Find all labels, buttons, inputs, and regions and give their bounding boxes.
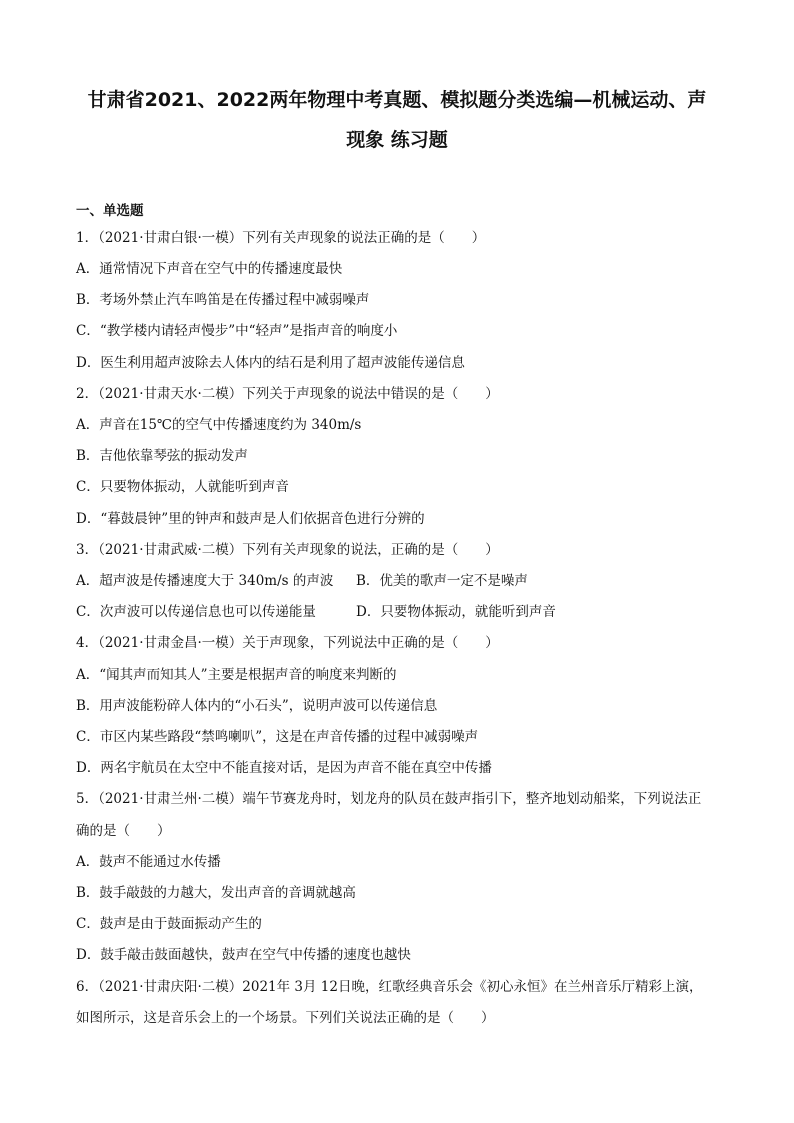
question-5-option-b: B．鼓手敲鼓的力越大，发出声音的音调就越高	[76, 885, 356, 901]
question-6-stem-line-2: 如图所示，这是音乐会上的一个场景。下列们关说法正确的是（ ）	[76, 1010, 495, 1026]
question-6-stem-line-1: 6．（2021·甘肃庆阳·二模）2021年 3月 12日晚，红歌经典音乐会《初心永恒》在兰州音乐厅精彩上演，	[76, 979, 703, 995]
question-5-option-a: A．鼓声不能通过水传播	[76, 854, 221, 870]
question-1-option-b: B．考场外禁止汽车鸣笛是在传播过程中减弱噪声	[76, 292, 370, 308]
document-title-line-1: 甘肃省2021、2022两年物理中考真题、模拟题分类选编—机械运动、声	[87, 89, 707, 111]
question-4-option-b: B．用声波能粉碎人体内的“小石头”，说明声波可以传递信息	[76, 698, 438, 714]
question-5-stem-line-1: 5．（2021·甘肃兰州·二模）端午节赛龙舟时，划龙舟的队员在鼓声指引下，整齐地划动船桨，下列说法正	[76, 791, 702, 807]
question-2-option-d: D．“暮鼓晨钟”里的钟声和鼓声是人们依据音色进行分辨的	[76, 511, 425, 527]
question-3-stem: 3．（2021·甘肃武威·二模）下列有关声现象的说法，正确的是（ ）	[76, 542, 499, 558]
question-4-stem: 4．（2021·甘肃金昌·一模）关于声现象，下列说法中正确的是（ ）	[76, 635, 499, 651]
question-4-option-a: A．“闻其声而知其人”主要是根据声音的响度来判断的	[76, 667, 397, 683]
question-4-option-d: D．两名宇航员在太空中不能直接对话，是因为声音不能在真空中传播	[76, 760, 492, 776]
question-2-option-b: B．吉他依靠琴弦的振动发声	[76, 448, 248, 464]
question-2-option-c: C．只要物体振动，人就能听到声音	[76, 479, 289, 495]
question-2-option-a: A．声音在15℃的空气中传播速度约为 340m/s	[76, 417, 362, 433]
question-5-option-c: C．鼓声是由于鼓面振动产生的	[76, 916, 262, 932]
question-5-option-d: D．鼓手敲击鼓面越快，鼓声在空气中传播的速度也越快	[76, 947, 411, 963]
document-title-line-2: 现象 练习题	[346, 129, 448, 151]
question-3-option-c: C．次声波可以传递信息也可以传递能量	[76, 604, 316, 620]
question-2-stem: 2．（2021·甘肃天水·二模）下列关于声现象的说法中错误的是（ ）	[76, 386, 499, 402]
question-3-option-a: A．超声波是传播速度大于 340m/s 的声波	[76, 573, 334, 589]
question-1-option-c: C．“教学楼内请轻声慢步”中“轻声”是指声音的响度小	[76, 323, 398, 339]
question-3-option-b: B．优美的歌声一定不是噪声	[356, 573, 528, 589]
section-heading: 一、单选题	[76, 203, 144, 219]
question-1-stem: 1．（2021·甘肃白银·一模）下列有关声现象的说法正确的是（ ）	[76, 230, 486, 246]
question-3-option-d: D．只要物体振动，就能听到声音	[356, 604, 556, 620]
question-1-option-a: A．通常情况下声音在空气中的传播速度最快	[76, 261, 343, 277]
question-4-option-c: C．市区内某些路段“禁鸣喇叭”，这是在声音传播的过程中减弱噪声	[76, 729, 479, 745]
question-1-option-d: D．医生利用超声波除去人体内的结石是利用了超声波能传递信息	[76, 355, 465, 371]
question-5-stem-line-2: 确的是（ ）	[76, 823, 171, 839]
